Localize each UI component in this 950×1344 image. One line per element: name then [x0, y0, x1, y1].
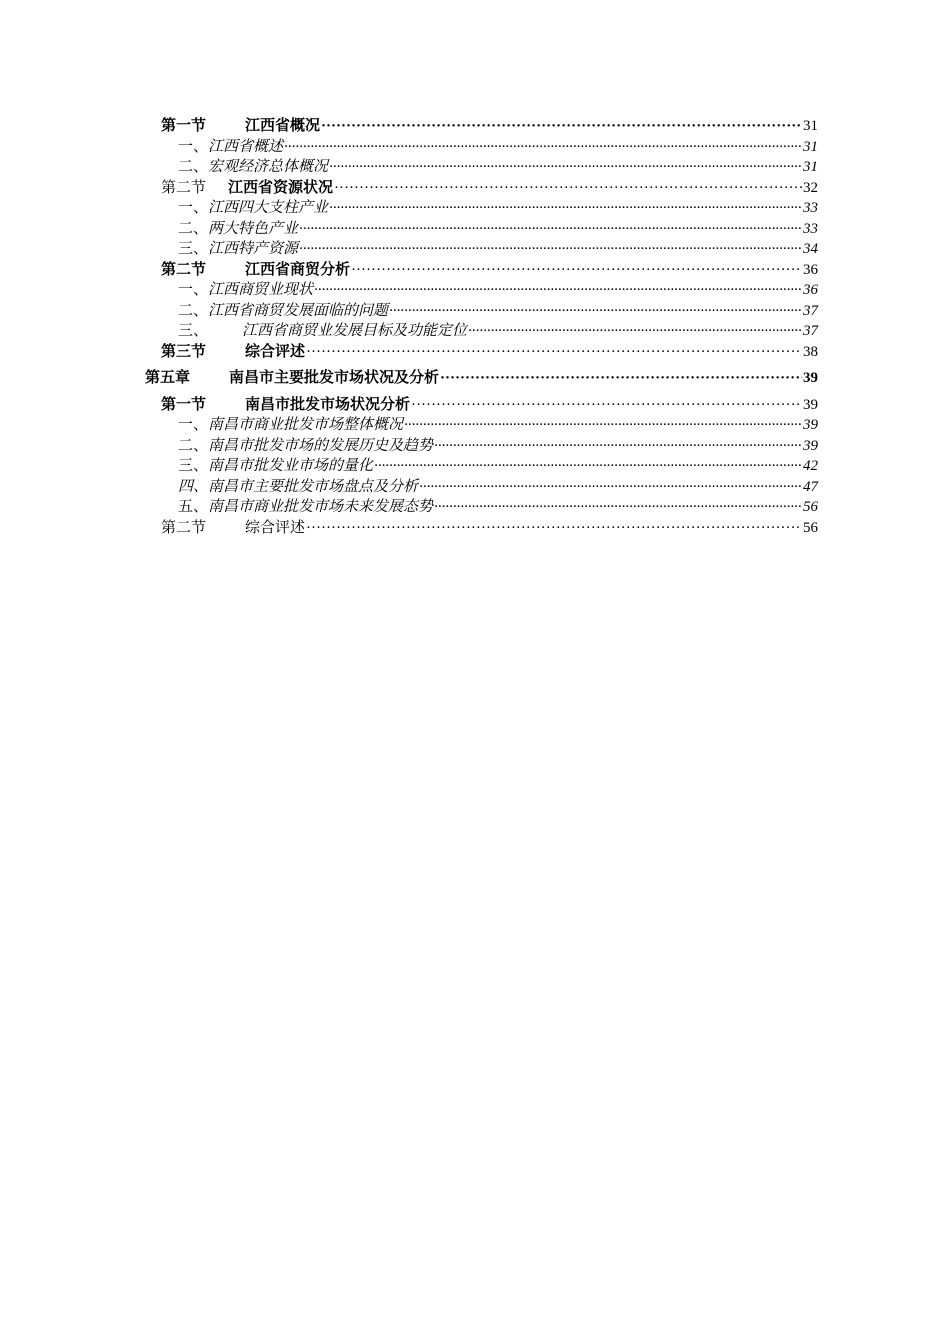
page-number: 47: [803, 478, 818, 495]
subsection-title: 江西四大支柱产业: [208, 200, 329, 216]
subsection-prefix: 三、: [178, 323, 209, 339]
page-number: 31: [803, 138, 818, 155]
page-number: 31: [803, 118, 818, 134]
subsection-title: 南昌市商业批发市场整体概况: [208, 417, 404, 433]
page-number: 33: [803, 220, 818, 237]
dot-leader: [321, 116, 802, 137]
page-number: 39: [803, 396, 818, 413]
subsection-title: 南昌市批发业市场的量化: [208, 458, 374, 474]
toc-section-row[interactable]: [161, 518, 818, 539]
chapter-number: 第五章: [145, 370, 191, 386]
section-number: 第一节: [161, 396, 207, 413]
section-number: 第二节: [161, 519, 207, 536]
subsection-prefix: 二、: [178, 220, 209, 237]
dot-leader: [334, 178, 802, 199]
dot-leader: [329, 198, 802, 219]
page-number: 38: [803, 343, 818, 360]
toc-subsection-row[interactable]: [178, 198, 818, 219]
page-number: 32: [803, 179, 818, 196]
toc-section-row[interactable]: [161, 342, 818, 363]
section-number: 第一节: [161, 118, 207, 134]
toc-subsection-row[interactable]: [178, 497, 818, 518]
subsection-prefix: 一、: [178, 417, 209, 433]
toc-subsection-row[interactable]: [178, 456, 818, 477]
dot-leader: [434, 497, 802, 518]
page-number: 37: [803, 323, 818, 339]
toc-subsection-row[interactable]: [178, 219, 818, 240]
dot-leader: [299, 239, 802, 260]
subsection-title: 江西商贸业现状: [208, 282, 314, 298]
subsection-title: 宏观经济总体概况: [208, 159, 329, 175]
dot-leader: [404, 415, 802, 436]
subsection-title: 南昌市主要批发市场盘点及分析: [208, 478, 419, 495]
page-number: 36: [803, 282, 818, 298]
page-number: 33: [803, 200, 818, 216]
dot-leader: [374, 456, 802, 477]
dot-leader: [351, 260, 802, 281]
toc-subsection-row[interactable]: [178, 137, 818, 158]
dot-leader: [419, 477, 802, 498]
section-title: 南昌市批发市场状况分析: [245, 396, 411, 413]
subsection-title: 南昌市商业批发市场未来发展态势: [208, 499, 434, 515]
page-number: 31: [803, 159, 818, 175]
dot-leader: [306, 342, 802, 363]
subsection-prefix: 二、: [178, 159, 209, 175]
toc-subsection-row[interactable]: [178, 436, 818, 457]
page-number: 39: [803, 437, 818, 454]
table-of-contents: [0, 116, 950, 538]
dot-leader: [314, 280, 802, 301]
toc-subsection-row[interactable]: [178, 157, 818, 178]
page-number: 42: [803, 458, 818, 474]
subsection-prefix: 二、: [178, 437, 209, 454]
chapter-title: 南昌市主要批发市场状况及分析: [229, 370, 440, 386]
toc-subsection-row[interactable]: [178, 321, 818, 342]
dot-leader: [299, 219, 802, 240]
toc-chapter-row[interactable]: [145, 368, 818, 389]
subsection-prefix: 一、: [178, 138, 209, 155]
dot-leader: [440, 368, 802, 389]
section-title: 江西省资源状况: [228, 179, 334, 196]
dot-leader: [468, 321, 802, 342]
subsection-title: 江西省概述: [208, 138, 284, 155]
dot-leader: [284, 137, 802, 158]
subsection-prefix: 三、: [178, 458, 209, 474]
dot-leader: [411, 395, 802, 416]
section-title: 江西省商贸分析: [245, 261, 351, 278]
dot-leader: [329, 157, 802, 178]
toc-section-row[interactable]: [161, 178, 818, 199]
subsection-prefix: 三、: [178, 241, 209, 257]
section-title: 江西省概况: [245, 118, 321, 134]
subsection-prefix: 四、: [178, 478, 209, 495]
page-number: 36: [803, 261, 818, 278]
subsection-prefix: 一、: [178, 200, 209, 216]
toc-section-row[interactable]: [161, 395, 818, 416]
toc-subsection-row[interactable]: [178, 301, 818, 322]
dot-leader: [389, 301, 802, 322]
subsection-title: 江西省商贸发展面临的问题: [208, 302, 389, 319]
dot-leader: [434, 436, 802, 457]
toc-section-row[interactable]: [161, 260, 818, 281]
subsection-prefix: 二、: [178, 302, 209, 319]
page-number: 56: [803, 519, 818, 536]
dot-leader: [306, 518, 802, 539]
section-number: 第二节: [161, 179, 207, 196]
subsection-title: 南昌市批发市场的发展历史及趋势: [208, 437, 434, 454]
subsection-prefix: 一、: [178, 282, 209, 298]
toc-subsection-row[interactable]: [178, 477, 818, 498]
toc-subsection-row[interactable]: [178, 239, 818, 260]
subsection-prefix: 五、: [178, 499, 209, 515]
toc-subsection-row[interactable]: [178, 280, 818, 301]
subsection-title: 江西省商贸业发展目标及功能定位: [242, 323, 468, 339]
toc-subsection-row[interactable]: [178, 415, 818, 436]
subsection-title: 两大特色产业: [208, 220, 299, 237]
page-number: 37: [803, 302, 818, 319]
section-number: 第二节: [161, 261, 207, 278]
section-title: 综合评述: [245, 519, 306, 536]
page-number: 34: [803, 241, 818, 257]
page-number: 39: [803, 417, 818, 433]
subsection-title: 江西特产资源: [208, 241, 299, 257]
page-number: 56: [803, 499, 818, 515]
section-title: 综合评述: [245, 343, 306, 360]
section-number: 第三节: [161, 343, 207, 360]
toc-section-row[interactable]: [161, 116, 818, 137]
page-number: 39: [803, 370, 818, 386]
